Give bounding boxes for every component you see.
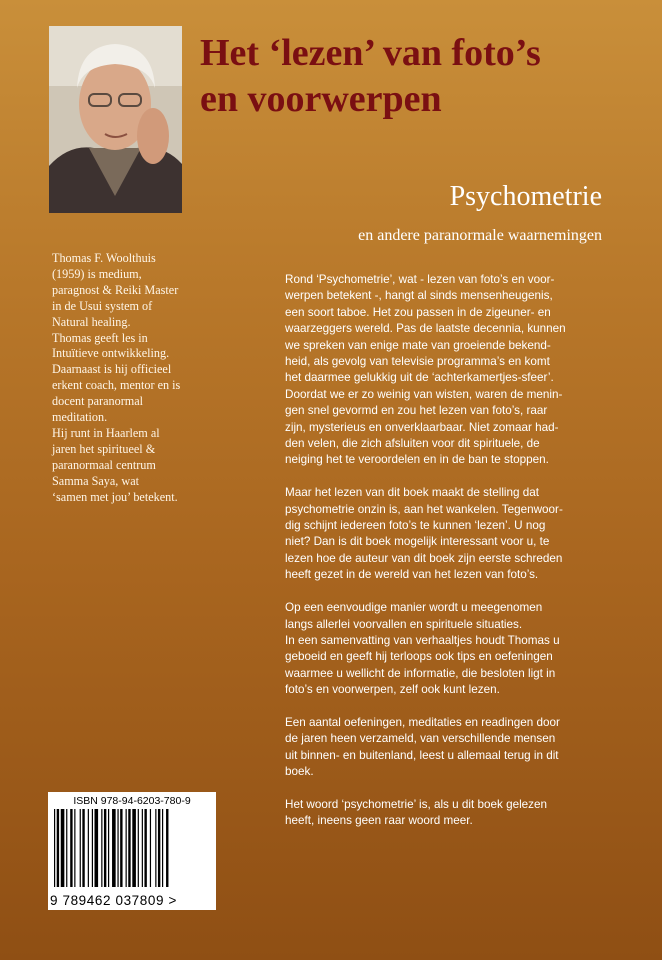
body-line: Het woord ‘psychometrie’ is, als u dit boek gelezen [285, 797, 548, 811]
isbn-label: ISBN 978-94-6203-780-9 [73, 795, 191, 807]
body-line: uit binnen- en buitenland, leest u allemaal terug in dit [285, 748, 559, 762]
body-line: langs allerlei voorvallen en spirituele situaties. [285, 617, 523, 631]
body-paragraph [285, 715, 615, 781]
author-bio [52, 251, 227, 506]
body-line: neiging het te veroordelen en in de ban te stoppen. [285, 453, 549, 467]
bio-line: Natural healing. [52, 314, 131, 329]
body-line: Op een eenvoudige manier wordt u meegenomen [285, 601, 543, 615]
author-photo [49, 26, 182, 213]
title-line-2: en voorwerpen [200, 78, 442, 120]
bio-line: Samma Saya, wat [52, 473, 139, 488]
barcode-digits: 9 789462 037809 > [50, 893, 177, 908]
bio-line: Thomas F. Woolthuis [52, 251, 156, 265]
body-line: we spreken van enige mate van groeiende bekend- [285, 338, 551, 352]
body-line: Doordat we er zo weinig van wisten, waren de menin- [285, 387, 563, 401]
body-line: gen snel gevormd en zou het lezen van foto’s, raar [285, 404, 548, 418]
body-paragraph [285, 797, 615, 830]
body-line: heeft gezet in de wereld van het lezen van foto’s. [285, 568, 539, 582]
body-paragraph [285, 272, 615, 469]
back-cover-text [285, 272, 615, 846]
bio-line: jaren het spiritueel & [52, 441, 156, 456]
bio-line: Hij runt in Haarlem al [52, 425, 160, 440]
bio-line: paranormaal centrum [52, 457, 156, 472]
title-line-1: Het ‘lezen’ van foto’s [200, 32, 541, 74]
body-line: psychometrie onzin is, aan het wankelen. Tegenwoor- [285, 502, 563, 516]
body-line: heid, als gevolg van televisie programma’s en komt [285, 355, 550, 369]
body-line: boek. [285, 765, 314, 779]
book-title [200, 30, 640, 122]
bio-line: ‘samen met jou’ betekent. [52, 489, 178, 504]
body-line: waarmee u wellicht de informatie, die besloten ligt in [285, 666, 556, 680]
subtitle: Psychometrie [449, 181, 602, 212]
subsubtitle: en andere paranormale waarnemingen [358, 227, 602, 244]
body-line: zijn, mysterieus en onverklaarbaar. Niet zomaar had- [285, 420, 559, 434]
body-line: lezen hoe de auteur van dit boek zijn eerste schreden [285, 551, 563, 565]
body-line: dig schijnt iedereen foto’s te kunnen ‘lezen’. U nog [285, 519, 546, 533]
body-line: foto’s en voorwerpen, zelf ook kunt lezen. [285, 683, 500, 697]
body-paragraph [285, 485, 615, 583]
body-line: Rond ‘Psychometrie’, wat - lezen van foto’s en voor- [285, 273, 555, 286]
body-line: Een aantal oefeningen, meditaties en readingen door [285, 715, 560, 729]
body-line: waarzeggers wereld. Pas de laatste decennia, kunnen [285, 322, 566, 336]
bio-line: Daarnaast is hij officieel [52, 362, 172, 377]
barcode-bars [52, 809, 212, 887]
body-line: Maar het lezen van dit boek maakt de stelling dat [285, 486, 540, 500]
body-line: de jaren heen verzameld, van verschillende mensen [285, 732, 556, 746]
bio-line: meditation. [52, 410, 108, 425]
body-line: geboeid en geeft hij terloops ook tips en oefeningen [285, 650, 553, 664]
body-line: heeft, ineens geen raar woord meer. [285, 814, 473, 828]
body-line: het daarmee gelukkig uit de ‘achterkamertjes-sfeer’. [285, 371, 554, 385]
body-line: een soort taboe. Het zou passen in de zigeuner- en [285, 305, 551, 319]
body-line: In een samenvatting van verhaaltjes houdt Thomas u [285, 633, 560, 647]
isbn-barcode [48, 792, 216, 910]
bio-line: docent paranormal [52, 394, 144, 409]
body-line: niet? Dan is dit boek mogelijk interessant voor u, te [285, 535, 550, 549]
bio-line: in de Usui system of [52, 298, 153, 313]
bio-line: erkent coach, mentor en is [52, 378, 181, 393]
bio-line: paragnost & Reiki Master [52, 282, 179, 297]
bio-line: (1959) is medium, [52, 266, 142, 281]
bio-line: Thomas geeft les in [52, 330, 148, 345]
body-line: werpen betekent -, hangt al sinds mensenheugenis, [285, 289, 553, 303]
body-line: den velen, die zich afsluiten voor dit spirituele, de [285, 437, 540, 451]
bio-line: Intuïtieve ontwikkeling. [52, 346, 170, 361]
body-paragraph [285, 600, 615, 698]
